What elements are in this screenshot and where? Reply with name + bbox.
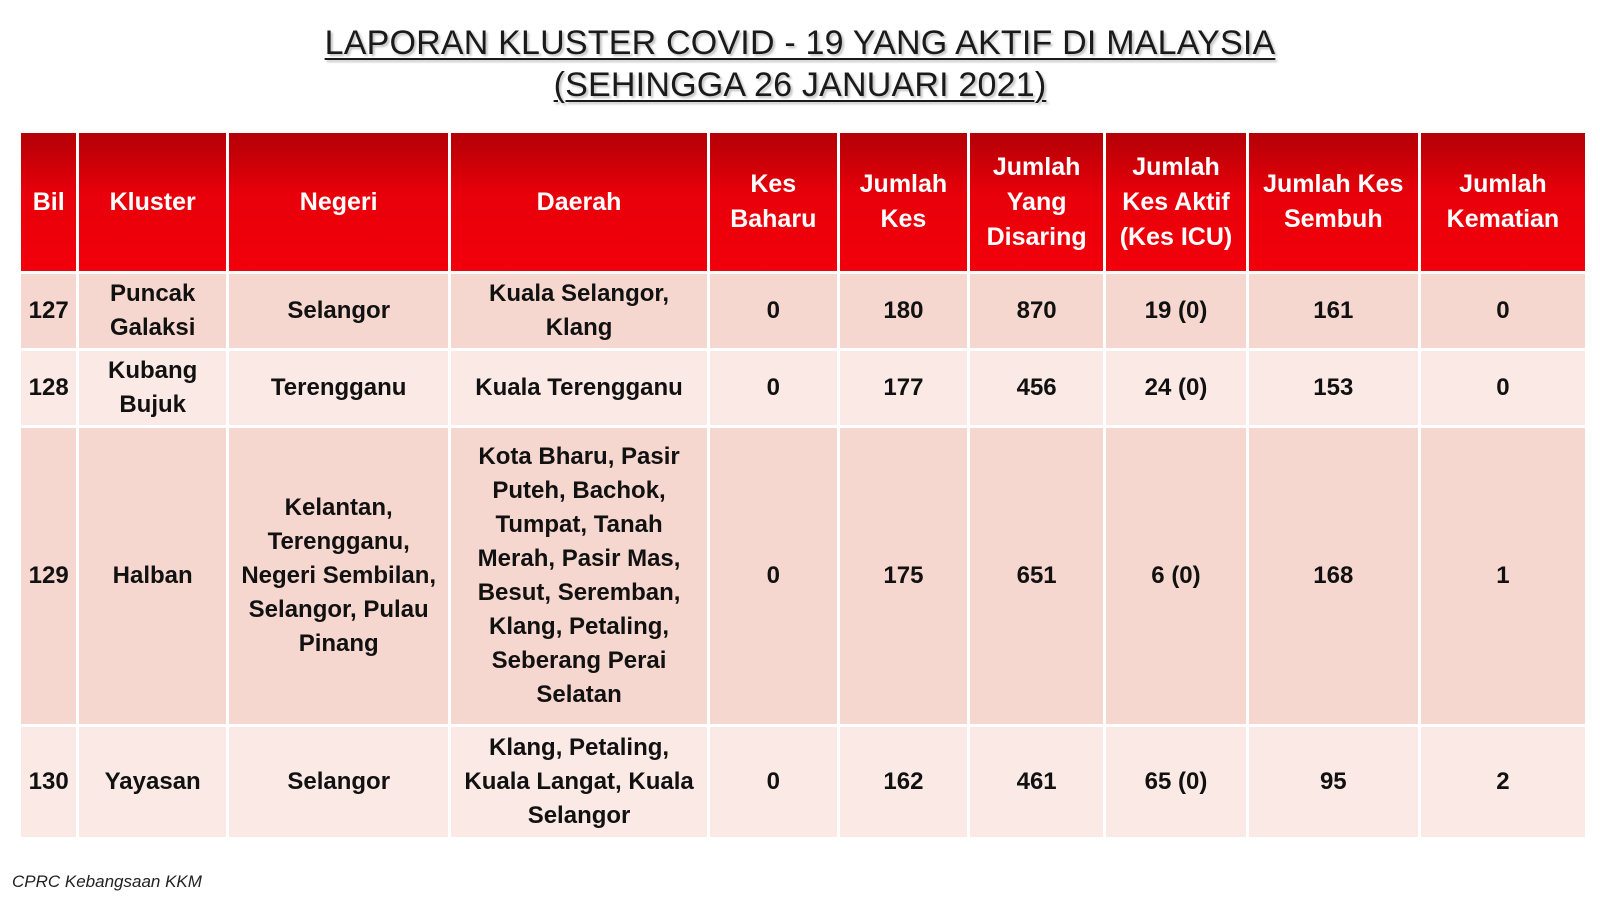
title-line-2: (SEHINGGA 26 JANUARI 2021) [553,66,1047,104]
header-row [21,133,1585,271]
header-jumlah-sembuh: Jumlah Kes Sembuh [1249,133,1418,271]
cell-negeri: Kelantan, Terengganu, Negeri Sembilan, Selangor, Pulau Pinang [229,428,448,724]
cluster-table [18,130,1588,840]
cell-jumlah-sembuh: 95 [1249,727,1418,837]
cell-kes-baharu: 0 [710,727,837,837]
title-line-1: LAPORAN KLUSTER COVID - 19 YANG AKTIF DI MALAYSIA [324,24,1276,62]
cell-jumlah-disaring: 456 [970,351,1103,425]
header-jumlah-kes: Jumlah Kes [840,133,967,271]
header-jumlah-aktif: Jumlah Kes Aktif (Kes ICU) [1106,133,1245,271]
cell-kes-baharu: 0 [710,274,837,348]
cell-jumlah-disaring: 461 [970,727,1103,837]
cell-kluster: Puncak Galaksi [79,274,226,348]
cell-jumlah-sembuh: 161 [1249,274,1418,348]
cell-bil: 128 [21,351,76,425]
cell-jumlah-kes: 162 [840,727,967,837]
cell-jumlah-kematian: 0 [1421,274,1585,348]
cell-jumlah-kematian: 2 [1421,727,1585,837]
cell-negeri: Selangor [229,727,448,837]
cell-jumlah-kematian: 1 [1421,428,1585,724]
cell-jumlah-kes: 177 [840,351,967,425]
header-bil: Bil [21,133,76,271]
cell-jumlah-disaring: 651 [970,428,1103,724]
cell-jumlah-aktif: 24 (0) [1106,351,1245,425]
table-row [21,351,1585,425]
cell-jumlah-sembuh: 168 [1249,428,1418,724]
cell-daerah: Klang, Petaling, Kuala Langat, Kuala Selangor [451,727,706,837]
table-row [21,727,1585,837]
cell-daerah: Kuala Terengganu [451,351,706,425]
cell-jumlah-aktif: 6 (0) [1106,428,1245,724]
cell-jumlah-kes: 175 [840,428,967,724]
header-negeri: Negeri [229,133,448,271]
title-block [0,22,1600,106]
cell-bil: 130 [21,727,76,837]
header-kluster: Kluster [79,133,226,271]
cell-jumlah-aktif: 65 (0) [1106,727,1245,837]
cell-negeri: Terengganu [229,351,448,425]
cell-kluster: Halban [79,428,226,724]
cell-jumlah-disaring: 870 [970,274,1103,348]
header-jumlah-disaring: Jumlah Yang Disaring [970,133,1103,271]
cell-jumlah-kes: 180 [840,274,967,348]
cell-kluster: Yayasan [79,727,226,837]
cell-negeri: Selangor [229,274,448,348]
cell-kluster: Kubang Bujuk [79,351,226,425]
header-jumlah-kematian: Jumlah Kematian [1421,133,1585,271]
cell-kes-baharu: 0 [710,428,837,724]
cell-bil: 127 [21,274,76,348]
cell-bil: 129 [21,428,76,724]
table-row [21,428,1585,724]
cell-jumlah-kematian: 0 [1421,351,1585,425]
cell-kes-baharu: 0 [710,351,837,425]
header-kes-baharu: Kes Baharu [710,133,837,271]
cell-daerah: Kota Bharu, Pasir Puteh, Bachok, Tumpat, Tanah Merah, Pasir Mas, Besut, Seremban, Klang, Petaling, Seberang Perai Selatan [451,428,706,724]
cell-jumlah-sembuh: 153 [1249,351,1418,425]
table-row [21,274,1585,348]
cell-daerah: Kuala Selangor, Klang [451,274,706,348]
source-caption: CPRC Kebangsaan KKM [12,872,202,891]
header-daerah: Daerah [451,133,706,271]
cell-jumlah-aktif: 19 (0) [1106,274,1245,348]
